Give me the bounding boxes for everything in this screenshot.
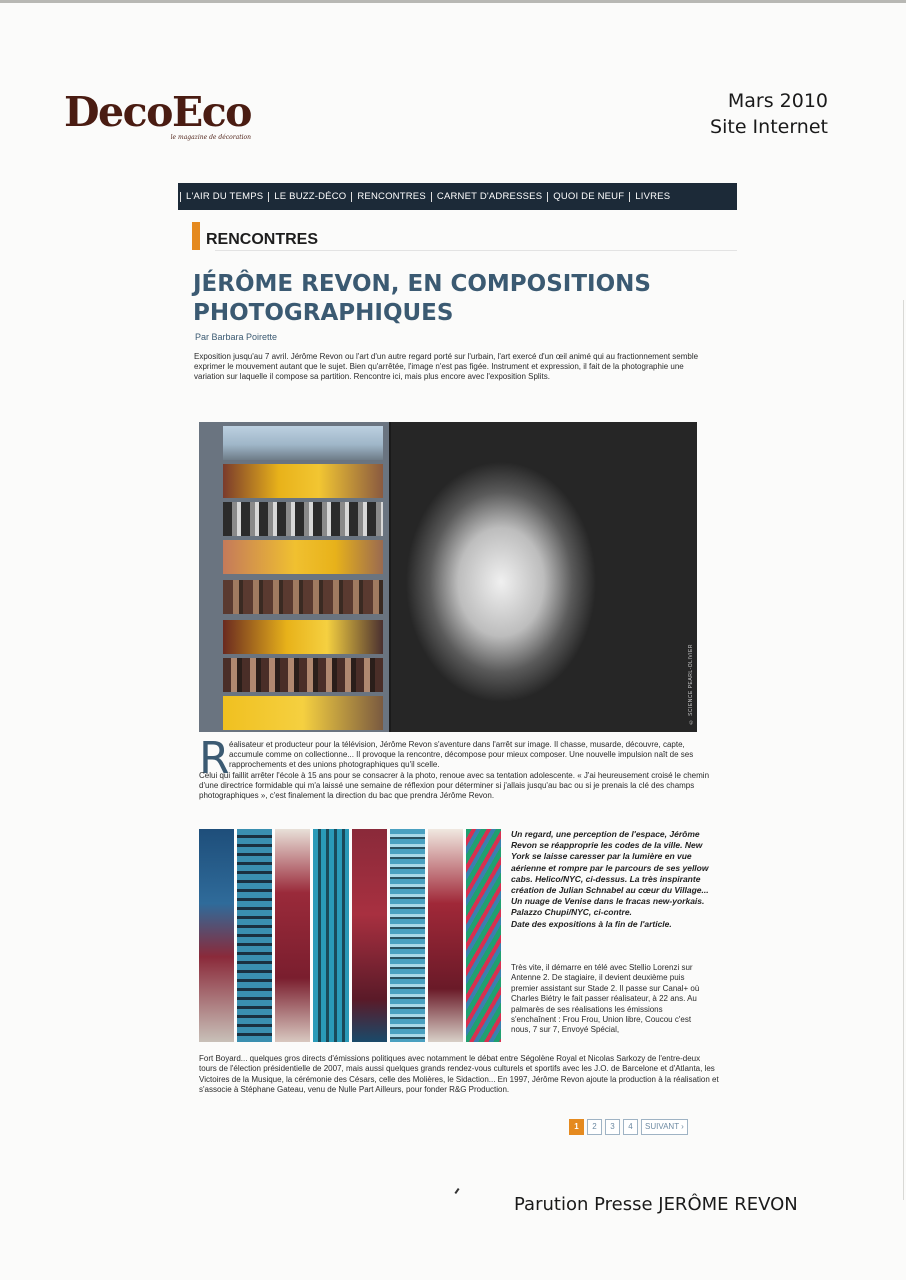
collage-yellow-cab-image <box>223 620 383 654</box>
photo-collage-strip <box>199 422 389 732</box>
article-intro: Exposition jusqu'au 7 avril. Jérôme Revon ou l'art d'un autre regard porté sur l'urbain, l'art exercé d'un œil animé qui au fractionnement semble exprimer le mouvement autant que le sujet. Bien qu'arrêtée, l'image n'est pas figée. Instrument et expression, il fait de la photographie une variation sur laquelle il compose sa partition. Rencontre ici, mais plus encore avec l'exposition Splits. <box>194 352 699 382</box>
publication-date: Mars 2010 <box>727 90 828 112</box>
portrait-photo <box>391 422 697 732</box>
nav-item-air-du-temps[interactable]: L'AIR DU TEMPS <box>180 192 268 202</box>
scan-edge-right <box>903 300 904 1200</box>
building-strip-image <box>237 829 272 1042</box>
logo-tagline: le magazine de décoration <box>170 134 252 141</box>
pagination <box>569 1119 688 1135</box>
collage-yellow-cab-image <box>223 696 383 730</box>
collage-skyline-image <box>223 426 383 460</box>
logo-wordmark: DecoEco <box>64 88 252 136</box>
collage-street-image <box>223 658 383 692</box>
main-photo <box>199 422 697 732</box>
collage-yellow-cab-image <box>223 540 383 574</box>
page-link-1[interactable]: 1 <box>569 1119 584 1135</box>
scan-edge <box>0 0 906 3</box>
building-photo-collage <box>199 829 501 1042</box>
nav-item-carnet-adresses[interactable]: CARNET D'ADRESSES <box>431 192 547 202</box>
site-navigation <box>178 183 737 210</box>
photo-credit: © SCIENCE PEARL-OLIVIER <box>688 643 694 724</box>
nav-item-rencontres[interactable]: RENCONTRES <box>351 192 431 202</box>
page-link-4[interactable]: 4 <box>623 1119 638 1135</box>
nav-item-livres[interactable]: LIVRES <box>629 192 675 202</box>
article-byline: Par Barbara Poirette <box>195 332 278 342</box>
body-paragraph-continuation: Celui qui faillit arrêter l'école à 15 ans pour se consacrer à la photo, renoue avec sa tentation adolescente. « J'ai heureusement croisé le chemin d'une directrice formidable qui m'a laissé une semaine de réflexion pour déterminer si j'allais jusqu'au bac ou si je prenais la clé des champs photographiques », c'est finalement la direction du bac que prendra Jérôme Revon. <box>199 770 710 801</box>
photo-caption <box>511 829 721 930</box>
article-body-paragraph-1 <box>199 733 715 801</box>
next-page-button[interactable]: SUIVANT › <box>641 1119 688 1135</box>
section-divider <box>215 250 737 251</box>
drop-cap: R <box>199 733 230 784</box>
nav-item-buzz-deco[interactable]: LE BUZZ-DÉCO <box>268 192 351 202</box>
page-link-3[interactable]: 3 <box>605 1119 620 1135</box>
publication-source: Site Internet <box>710 116 828 138</box>
photo-caption-text: Un regard, une perception de l'espace, Jérôme Revon se réapproprie les codes de la ville. New York se laisse caresser par la lumière en vue aérienne et rompre par le parcours de ses yellow cabs. Helico/NYC, ci-dessus. La très inspirante création de Julian Schnabel au cœur du Village... Un nuage de Venise dans le fracas new-yorkais. Palazzo Chupi/NYC, ci-contre. <box>511 829 709 918</box>
collage-street-image <box>223 502 383 536</box>
article-title <box>193 270 713 328</box>
building-strip-image <box>352 829 387 1042</box>
press-note: Parution Presse JERÔME REVON <box>514 1194 798 1215</box>
article-title-line-2: PHOTOGRAPHIQUES <box>193 300 454 326</box>
building-strip-image <box>313 829 348 1042</box>
article-title-line-1: JÉRÔME REVON, EN COMPOSITIONS <box>193 271 651 297</box>
building-strip-image <box>199 829 234 1042</box>
collage-street-image <box>223 580 383 614</box>
building-strip-image <box>428 829 463 1042</box>
scan-mark <box>454 1188 459 1194</box>
magazine-logo <box>64 88 252 141</box>
article-body-paragraph-2: Très vite, il démarre en télé avec Stellio Lorenzi sur Antenne 2. De stagiaire, il devient deuxième puis premier assistant sur Stade 2. Il passe sur Canal+ où Charles Biétry le fait passer réalisateur, à 22 ans. Au palmarès de ses réalisations les émissions s'enchaînent : Frou Frou, Union libre, Coucou c'est nous, 7 sur 7, Envoyé Spécial, <box>511 963 700 1035</box>
section-heading <box>192 222 318 250</box>
body-paragraph-opening: éalisateur et producteur pour la télévision, Jérôme Revon s'aventure dans l'arrêt sur image. Il chasse, musarde, découvre, capte, accumule comme on collectionne... Il provoque la rencontre, décompose pour mieux composer. Une nouvelle impulsion naît de ses rapprochements et des unions photographiques qu'il scelle. <box>229 740 694 770</box>
article-body-paragraph-3: Fort Boyard... quelques gros directs d'émissions politiques avec notamment le débat entre Ségolène Royal et Nicolas Sarkozy de l'entre-deux tours de l'élection présidentielle de 2007, mais aussi quelques grands rendez-vous culturels et sportifs avec les J.O. de Barcelone et d'Atlanta, les Victoires de la Musique, la cérémonie des Césars, celle des Molières, le Sidaction... En 1997, Jérôme Revon ajoute la production à la réalisation et s'associe à Stéphane Gateau, venu de Nulle Part Ailleurs, pour fonder R&G Production. <box>199 1054 719 1095</box>
building-strip-image <box>275 829 310 1042</box>
page-link-2[interactable]: 2 <box>587 1119 602 1135</box>
collage-yellow-cab-image <box>223 464 383 498</box>
publication-info <box>710 88 828 140</box>
exhibition-dates-note: Date des expositions à la fin de l'article. <box>511 918 672 929</box>
section-label: RENCONTRES <box>206 231 319 248</box>
building-strip-image <box>466 829 501 1042</box>
section-accent-bar <box>192 222 200 250</box>
nav-item-quoi-de-neuf[interactable]: QUOI DE NEUF <box>547 192 629 202</box>
building-strip-image <box>390 829 425 1042</box>
